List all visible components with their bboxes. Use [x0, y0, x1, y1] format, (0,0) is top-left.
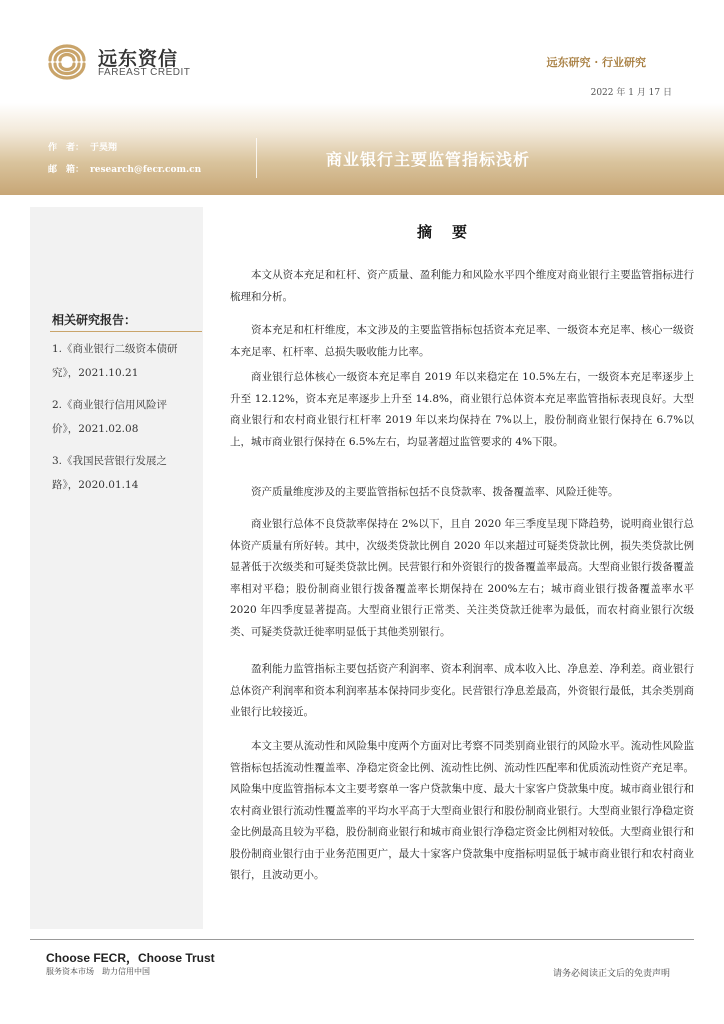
author-label: 作 者：: [48, 143, 85, 153]
abstract-paragraph: 本文从资本充足和杠杆、资产质量、盈利能力和风险水平四个维度对商业银行主要监管指标进行梳理和分析。: [230, 269, 694, 303]
footer-divider: [30, 939, 694, 940]
report-series: 远东研究 · 行业研究: [546, 56, 646, 69]
abstract-paragraph: 商业银行总体不良贷款率保持在 2%以下，且自 2020 年三季度呈现下降趋势，说明商业银行总体资产质量有所好转。其中，次级类贷款比例自 2020 年以来超过可疑类贷款比例，损失类贷款比例显著低于次级类和可疑类贷款比例。民营银行和外资银行的拨备覆盖率最高。大型商业银行拨备覆盖率相对平稳；股份制商业银行拨备覆盖率长期保持在 200%左右；城市商业银行拨备覆盖率水平 2020 年四季度显著提高。大型商业银行正常类、关注类贷款迁徙率为最低，而农村商业银行次级类、可疑类贷款迁徙率明显低于其他类别银行。: [230, 518, 694, 638]
related-report-item[interactable]: 1.《商业银行二级资本债研究》，2021.10.21: [52, 343, 178, 379]
abstract-paragraph: 资本充足和杠杆维度，本文涉及的主要监管指标包括资本充足率、一级资本充足率、核心一级资本充足率、杠杆率、总损失吸收能力比率。: [230, 324, 694, 358]
footer-disclaimer[interactable]: 请务必阅读正文后的免责声明: [552, 969, 670, 979]
related-reports-sidebar: [30, 207, 203, 929]
author-line: [48, 140, 117, 153]
related-reports-title: 相关研究报告：: [52, 313, 137, 327]
footer-slogan: Choose FECR，Choose Trust: [46, 951, 215, 965]
abstract-paragraph: 盈利能力监管指标主要包括资产利润率、资本利润率、成本收入比、净息差、净利差。商业银行总体资产利润率和资本利润率基本保持同步变化。民营银行净息差最高，外资银行最低，其余类别商业银行比较接近。: [230, 663, 694, 718]
report-date: 2022 年 1 月 17 日: [590, 88, 672, 98]
related-reports-divider: [50, 331, 202, 332]
abstract-paragraph: 本文主要从流动性和风险集中度两个方面对比考察不同类别商业银行的风险水平。流动性风险监管指标包括流动性覆盖率、净稳定资金比例、流动性比例、流动性匹配率和优质流动性资产充足率。风险集中度监管指标本文主要考察单一客户贷款集中度、最大十家客户贷款集中度。城市商业银行和农村商业银行流动性覆盖率的平均水平高于大型商业银行和股份制商业银行。大型商业银行净稳定资金比例最高且较为平稳，股份制商业银行和城市商业银行净稳定资金比例相对较低。大型商业银行和股份制商业银行由于业务范围更广，最大十家客户贷款集中度指标明显低于城市商业银行和农村商业银行，且波动更小。: [230, 740, 694, 881]
email-label: 邮 箱：: [48, 165, 85, 175]
email-line: [48, 162, 201, 175]
fareast-credit-logo-icon: [44, 40, 90, 80]
email-address[interactable]: research@fecr.com.cn: [90, 165, 202, 175]
banner-divider: [256, 138, 257, 178]
brand-name-cn: 远东资信: [98, 48, 179, 70]
footer-slogan-sub: 服务资本市场 助力信用中国: [46, 967, 150, 976]
abstract-paragraph: 商业银行总体核心一级资本充足率自 2019 年以来稳定在 10.5%左右，一级资本充足率逐步上升至 12.12%，资本充足率逐步上升至 14.8%，商业银行总体资本充足率监管指标表现良好。大型商业银行和农村商业银行杠杆率 2019 年以来均保持在 7%以上，股份制商业银行保持在 6.7%以上，城市商业银行保持在 6.5%左右，均显著超过监管要求的 4%下限。: [230, 371, 694, 448]
brand-name-en: FAREAST CREDIT: [98, 67, 191, 78]
related-report-item[interactable]: 3.《我国民营银行发展之路》，2020.01.14: [52, 455, 168, 491]
report-title: 商业银行主要监管指标浅析: [326, 150, 531, 169]
author-name: 于昊翔: [90, 143, 118, 153]
abstract-paragraph: 资产质量维度涉及的主要监管指标包括不良贷款率、拨备覆盖率、风险迁徙等。: [251, 486, 619, 498]
abstract-heading: 摘要: [417, 223, 488, 241]
related-report-item[interactable]: 2.《商业银行信用风险评价》，2021.02.08: [52, 399, 168, 435]
